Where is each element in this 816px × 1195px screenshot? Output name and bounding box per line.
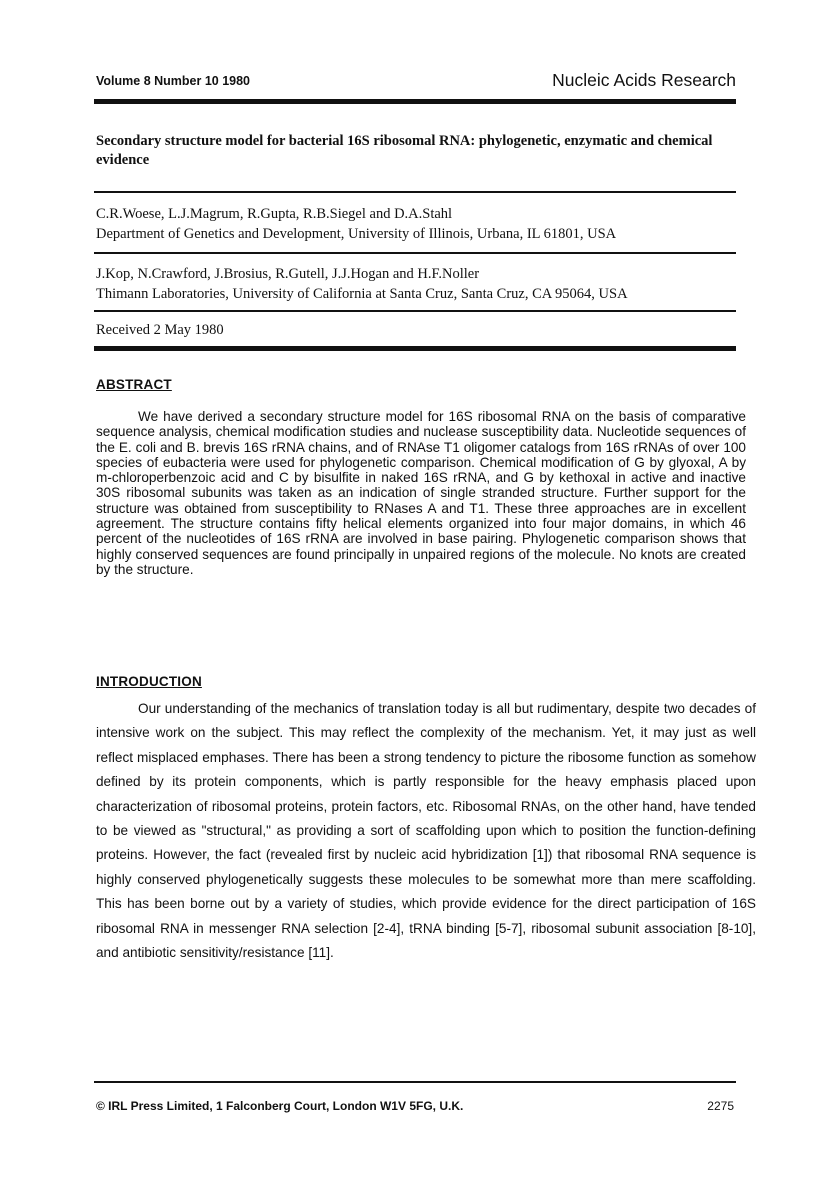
affiliation-1: Department of Genetics and Development, University of Illinois, Urbana, IL 61801, USA xyxy=(96,226,617,242)
introduction-heading: INTRODUCTION xyxy=(96,674,202,689)
title-rule xyxy=(94,191,736,193)
abstract-heading: ABSTRACT xyxy=(96,377,172,392)
header-thick-rule xyxy=(94,99,736,104)
author-group-2 xyxy=(96,264,746,304)
abstract-paragraph: We have derived a secondary structure model for 16S ribosomal RNA on the basis of comparative sequence analysis, chemical modification studies and nuclease susceptibility data. Nucleotide sequences of the E. coli and B. brevis 16S rRNA chains, and of RNAse T1 oligomer catalogs from 16S rRNAs of over 100 species of eubacteria were used for phylogenetic comparison. Chemical modification of G by glyoxal, A by m-chloroperbenzoic acid and C by bisulfite in naked 16S rRNA, and G by kethoxal in active and inactive 30S ribosomal subunits was taken as an indication of single stranded structure. Further support for the structure was obtained from susceptibility to RNases A and T1. These three approaches are in excellent agreement. The structure contains fifty helical elements organized into four major domains, in which 46 percent of the nucleotides of 16S rRNA are involved in base pairing. Phylogenetic comparison shows that highly conserved sequences are found principally in unpaired regions of the molecule. No knots are created by the structure. xyxy=(96,409,746,577)
volume-info: Volume 8 Number 10 1980 xyxy=(96,74,251,88)
author-list-1: C.R.Woese, L.J.Magrum, R.Gupta, R.B.Siegel and D.A.Stahl xyxy=(96,206,453,222)
affiliation-2: Thimann Laboratories, University of California at Santa Cruz, Santa Cruz, CA 95064, USA xyxy=(96,286,628,302)
introduction-body xyxy=(96,697,756,965)
author-group-2-rule xyxy=(94,310,736,312)
abstract-body xyxy=(96,409,746,577)
publisher-info: © IRL Press Limited, 1 Falconberg Court, London W1V 5FG, U.K. xyxy=(96,1099,464,1113)
author-group-1 xyxy=(96,204,746,244)
introduction-paragraph: Our understanding of the mechanics of translation today is all but rudimentary, despite two decades of intensive work on the subject. This may reflect the complexity of the mechanism. Yet, it may just as well reflect misplaced emphases. There has been a strong tendency to picture the ribosome function as somehow defined by its protein components, which is partly responsible for the heavy emphasis placed upon characterization of ribosomal proteins, protein factors, etc. Ribosomal RNAs, on the other hand, have tended to be viewed as "structural," as providing a sort of scaffolding upon which to position the function-defining proteins. However, the fact (revealed first by nucleic acid hybridization [1]) that ribosomal RNA sequence is highly conserved phylogenetically suggests these molecules to be somewhat more than mere scaffolding. This has been borne out by a variety of studies, which provide evidence for the direct participation of 16S ribosomal RNA in messenger RNA selection [2-4], tRNA binding [5-7], ribosomal subunit association [8-10], and antibiotic sensitivity/resistance [11]. xyxy=(96,701,756,961)
page-number: 2275 xyxy=(707,1099,734,1113)
journal-name: Nucleic Acids Research xyxy=(552,70,736,90)
received-thick-rule xyxy=(94,346,736,351)
author-group-1-rule xyxy=(94,252,736,254)
author-list-2: J.Kop, N.Crawford, J.Brosius, R.Gutell, J.J.Hogan and H.F.Noller xyxy=(96,266,480,282)
received-date: Received 2 May 1980 xyxy=(96,322,224,338)
article-title: Secondary structure model for bacterial 16S ribosomal RNA: phylogenetic, enzymatic and chemical evidence xyxy=(96,133,713,168)
footer-rule xyxy=(94,1081,736,1083)
